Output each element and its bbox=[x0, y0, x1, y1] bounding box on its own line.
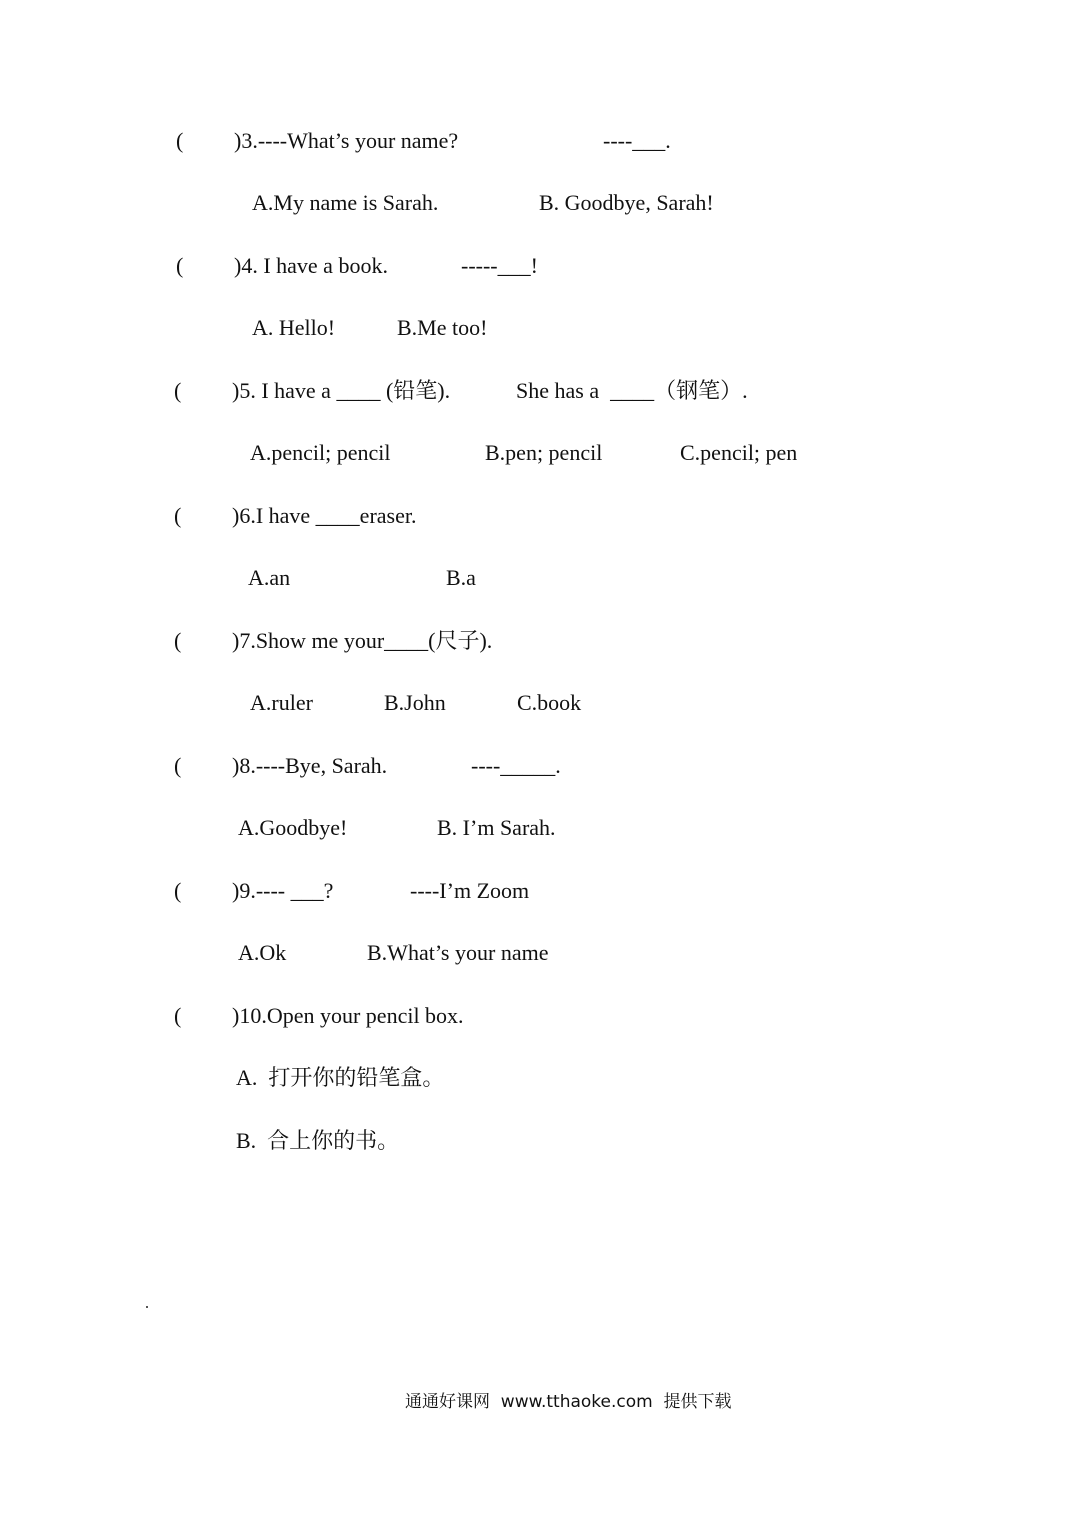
option-a: A. 打开你的铅笔盒。 bbox=[236, 1065, 445, 1090]
option-b: B.Me too! bbox=[397, 315, 488, 340]
option-b: B.John bbox=[384, 690, 446, 715]
question-response: ----___. bbox=[603, 128, 671, 153]
option-a: A.My name is Sarah. bbox=[252, 190, 439, 215]
option-a: A.an bbox=[248, 565, 291, 590]
option-a: A.pencil; pencil bbox=[250, 440, 391, 465]
scan-speck bbox=[146, 1306, 148, 1308]
answer-paren: ( bbox=[174, 1003, 182, 1028]
option-a: A.Goodbye! bbox=[238, 815, 348, 840]
question-stem: )7.Show me your____(尺子). bbox=[232, 628, 493, 653]
page-footer: 通通好课网 www.tthaoke.com 提供下载 bbox=[405, 1392, 732, 1412]
option-b: B. Goodbye, Sarah! bbox=[539, 190, 714, 215]
question-stem: )4. I have a book. bbox=[234, 253, 388, 278]
option-c: C.pencil; pen bbox=[680, 440, 798, 465]
option-a: A.Ok bbox=[238, 940, 287, 965]
option-b: B. I’m Sarah. bbox=[437, 815, 556, 840]
question-stem: )3.----What’s your name? bbox=[234, 128, 459, 153]
answer-paren: ( bbox=[174, 628, 182, 653]
option-b: B.What’s your name bbox=[367, 940, 549, 965]
question-response: -----___! bbox=[461, 253, 538, 278]
option-b: B. 合上你的书。 bbox=[236, 1128, 400, 1153]
question-response: She has a ____（钢笔）. bbox=[516, 378, 748, 403]
question-stem: )5. I have a ____ (铅笔). bbox=[232, 378, 451, 403]
question-response: ----I’m Zoom bbox=[410, 878, 530, 903]
option-b: B.pen; pencil bbox=[485, 440, 603, 465]
answer-paren: ( bbox=[176, 128, 184, 153]
option-c: C.book bbox=[517, 690, 582, 715]
option-a: A.ruler bbox=[250, 690, 313, 715]
option-a: A. Hello! bbox=[252, 315, 336, 340]
question-stem: )6.I have ____eraser. bbox=[232, 503, 417, 528]
answer-paren: ( bbox=[174, 503, 182, 528]
answer-paren: ( bbox=[174, 753, 182, 778]
question-stem: )10.Open your pencil box. bbox=[232, 1003, 464, 1028]
answer-paren: ( bbox=[174, 878, 182, 903]
question-stem: )9.---- ___? bbox=[232, 878, 334, 903]
answer-paren: ( bbox=[176, 253, 184, 278]
option-b: B.a bbox=[446, 565, 476, 590]
question-response: ----_____. bbox=[471, 753, 561, 778]
answer-paren: ( bbox=[174, 378, 182, 403]
question-stem: )8.----Bye, Sarah. bbox=[232, 753, 388, 778]
